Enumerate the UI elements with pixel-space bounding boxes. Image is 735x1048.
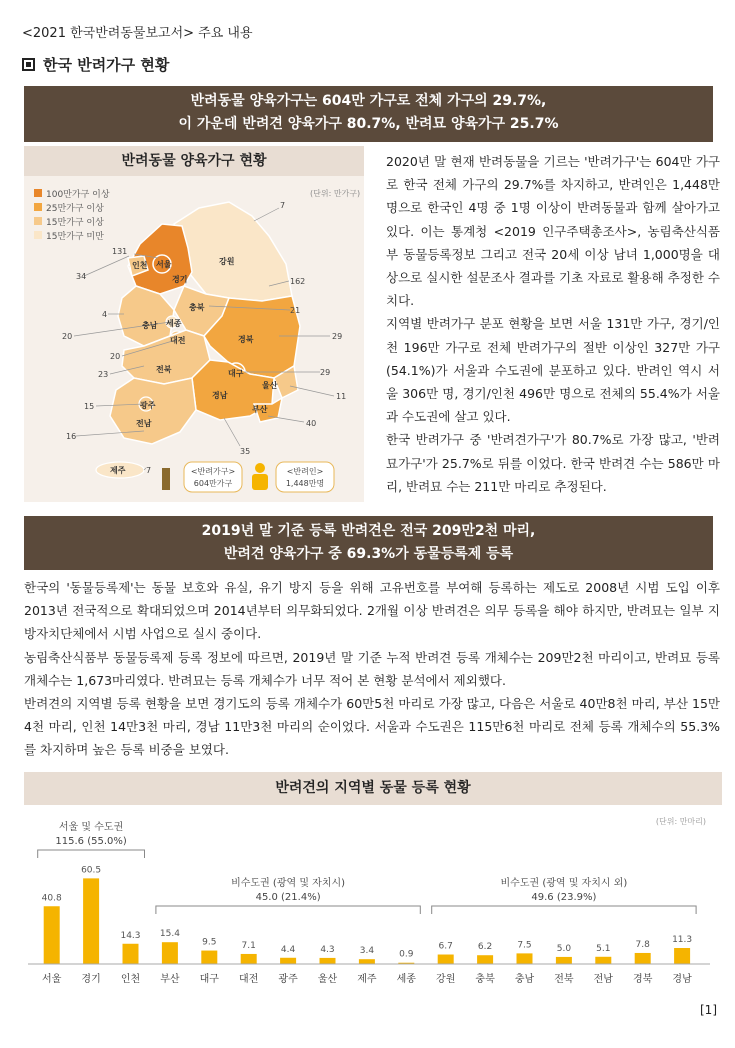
map-label-sejong: 세종 bbox=[166, 319, 182, 328]
map-label-gangwon: 강원 bbox=[219, 257, 235, 266]
legend-label: 15만가구 미만 bbox=[46, 231, 104, 242]
map-label-gwangju: 광주 bbox=[140, 401, 156, 410]
document-header: <2021 한국반려동물보고서> 주요 내용 bbox=[22, 26, 253, 41]
data-label: 4.4 bbox=[280, 944, 296, 955]
person-badge bbox=[252, 462, 334, 492]
category-label: 전북 bbox=[554, 974, 574, 985]
category-label: 경기 bbox=[81, 974, 101, 985]
banner-1-line-2: 이 가운데 반려견 양육가구 80.7%, 반려묘 양육가구 25.7% bbox=[178, 116, 559, 132]
map-label-daegu: 대구 bbox=[228, 369, 244, 378]
category-label: 제주 bbox=[357, 974, 377, 985]
data-label: 40.8 bbox=[41, 893, 62, 904]
category-label: 인천 bbox=[120, 974, 141, 985]
person-icon bbox=[255, 463, 265, 473]
map-label-jeonnam: 전남 bbox=[136, 419, 152, 428]
data-label: 4.3 bbox=[320, 944, 335, 955]
category-label: 부산 bbox=[160, 974, 180, 985]
data-label: 3.4 bbox=[359, 946, 375, 957]
category-label: 전남 bbox=[593, 974, 613, 985]
data-label: 7.8 bbox=[635, 939, 650, 950]
data-label: 5.0 bbox=[556, 943, 572, 954]
map-value-daegu: 29 bbox=[320, 368, 331, 377]
bar bbox=[320, 958, 336, 964]
map-value-gwangju: 15 bbox=[84, 402, 95, 411]
badge-2-line-1: <반려인> bbox=[286, 467, 324, 476]
map-value-jeonbuk: 23 bbox=[98, 370, 109, 379]
bar bbox=[556, 957, 572, 964]
data-label: 60.5 bbox=[81, 865, 102, 876]
bar bbox=[595, 957, 611, 964]
paragraph: 반려견의 지역별 등록 현황을 보면 경기도의 등록 개체수가 60만5천 마리로 가장 많고, 다음은 서울로 40만8천 마리, 부산 15만4천 마리, 인천 14만3천 마리, 경남 11만3천 마리의 순이었다. 서울과 수도권은 115만6천 마리로 전체 등록 개체수의 55.3%를 차지하며 높은 등록 비중을 보였다. bbox=[24, 696, 720, 758]
headline-banner-2 bbox=[24, 516, 713, 570]
data-label: 9.5 bbox=[202, 937, 217, 948]
group-total-label: 115.6 (55.0%) bbox=[55, 836, 127, 847]
group-total-label: 45.0 (21.4%) bbox=[255, 892, 321, 903]
category-label: 서울 bbox=[42, 974, 62, 985]
map-panel bbox=[24, 146, 364, 502]
map-unit-label: (단위: 만가구) bbox=[310, 189, 361, 198]
bar bbox=[280, 958, 296, 964]
paragraph: 농림축산식품부 동물등록제 등록 정보에 따르면, 2019년 말 기준 누적 반려견 등록 개체수는 209만2천 마리이고, 반려묘 등록 개체수는 1,673마리였다. 반려묘는 등록 개체수가 너무 적어 본 현황 분석에서 제외했다. bbox=[24, 649, 720, 688]
data-label: 14.3 bbox=[120, 930, 141, 941]
category-label: 충남 bbox=[514, 974, 535, 985]
category-label: 울산 bbox=[317, 974, 338, 985]
category-label: 강원 bbox=[436, 974, 456, 985]
map-label-daejeon: 대전 bbox=[170, 336, 186, 345]
bar bbox=[201, 951, 217, 964]
region-gangwon bbox=[174, 202, 292, 301]
map-label-chungbuk: 충북 bbox=[189, 303, 205, 312]
registration-bar-chart bbox=[24, 808, 714, 993]
bar bbox=[438, 955, 454, 964]
headline-banner-1 bbox=[24, 86, 713, 142]
paragraph: 2020년 말 현재 반려동물을 기르는 '반려가구'는 604만 가구로 한국 전체 가구의 29.7%를 차지하고, 반려인은 1,448만 명으로 한국인 4명 중 1명 이상이 반려동물과 함께 살아가고 있다. 이는 통계청 <2019 인구주택총조사>, 농림축산식품부 동물등록정보 그리고 전국 20세 이상 남녀 1,000명을 대상으로 실시한 설문조사 결과를 기초 자료로 활용해 추정한 수치다. bbox=[386, 154, 720, 309]
section-title bbox=[22, 54, 169, 75]
bar bbox=[162, 942, 178, 964]
map-value-chungnam: 4 bbox=[102, 310, 108, 319]
map-value-seoul: 131 bbox=[112, 247, 128, 256]
map-value-gangwon-top: 7 bbox=[280, 201, 286, 210]
map-label-gyeonggi: 경기 bbox=[172, 275, 188, 284]
badge-2-line-2: 1,448만명 bbox=[285, 479, 325, 488]
page-number: [1] bbox=[700, 1003, 717, 1017]
map-label-ulsan: 울산 bbox=[262, 381, 278, 390]
category-label: 경북 bbox=[633, 974, 653, 985]
square-bullet-icon bbox=[22, 58, 35, 71]
map-value-gangwon: 162 bbox=[290, 277, 306, 286]
chart-unit-label: (단위: 만마리) bbox=[655, 817, 706, 826]
category-label: 대전 bbox=[239, 974, 259, 985]
group-bracket bbox=[38, 850, 145, 858]
paragraph: 한국의 '동물등록제'는 동물 보호와 유실, 유기 방지 등을 위해 고유번호를 부여해 등록하는 제도로 2008년 시범 도입 이후 2013년 전국적으로 확대되었으며 2014년부터 의무화되었다. 2개월 이상 반려견은 의무 등록을 해야 하지만, 반려묘는 일부 지방자치단체에서 시범 사업으로 실시 중이다. bbox=[24, 580, 720, 642]
category-label: 충북 bbox=[475, 974, 495, 985]
bar bbox=[674, 948, 690, 964]
group-total-label: 49.6 (23.9%) bbox=[531, 892, 597, 903]
bar bbox=[477, 955, 493, 964]
bar bbox=[517, 953, 533, 964]
group-bracket bbox=[432, 906, 696, 914]
data-label: 5.1 bbox=[596, 943, 611, 954]
badge-1-line-1: <반려가구> bbox=[190, 467, 236, 476]
household-badge bbox=[162, 462, 242, 492]
map-value-incheon: 34 bbox=[76, 272, 87, 281]
map-value-sejong: 20 bbox=[62, 332, 73, 341]
legend-label: 15만가구 이상 bbox=[46, 217, 104, 228]
map-label-busan: 부산 bbox=[252, 405, 268, 414]
paragraph: 지역별 반려가구 분포 현황을 보면 서울 131만 가구, 경기/인천 196만 가구로 전체 반려가구의 절반 이상인 327만 가구(54.1%)가 서울과 수도권에 분포하고 있다. 반려인 역시 서울 306만 명, 경기/인천 496만 명으로 전체의 55.4%가 서울과 수도권에 살고 있다. bbox=[386, 316, 720, 425]
badge-1-line-2: 604만가구 bbox=[193, 479, 233, 488]
bar bbox=[123, 944, 139, 964]
korea-map bbox=[24, 146, 364, 502]
banner-1-line-1: 반려동물 양육가구는 604만 가구로 전체 가구의 29.7%, bbox=[190, 93, 547, 109]
banner-2-line-2: 반려견 양육가구 중 69.3%가 동물등록제 등록 bbox=[223, 546, 514, 562]
bar bbox=[241, 954, 257, 964]
map-label-incheon: 인천 bbox=[132, 261, 148, 270]
map-label-seoul: 서울 bbox=[156, 260, 172, 269]
map-label-gyeongnam: 경남 bbox=[212, 391, 228, 400]
data-label: 7.5 bbox=[517, 940, 532, 951]
map-value-jeonnam: 16 bbox=[66, 432, 77, 441]
map-label-gyeongbuk: 경북 bbox=[238, 335, 254, 344]
legend-label: 25만가구 이상 bbox=[46, 203, 104, 214]
data-label: 15.4 bbox=[159, 929, 180, 940]
paragraph: 한국 반려가구 중 '반려견가구'가 80.7%로 가장 많고, '반려묘가구'가 25.7%로 뒤를 이었다. 한국 반려견 수는 586만 마리, 반려묘 수는 211만 마리로 추정된다. bbox=[386, 432, 720, 494]
map-value-jeju: 7 bbox=[146, 466, 152, 475]
legend-label: 100만가구 이상 bbox=[46, 189, 110, 200]
map-panel-title: 반려동물 양육가구 현황 bbox=[24, 146, 364, 176]
map-value-ulsan: 11 bbox=[336, 392, 347, 401]
registration-description bbox=[24, 576, 720, 762]
map-value-daejeon: 20 bbox=[110, 352, 121, 361]
bar bbox=[359, 959, 375, 964]
data-label: 6.2 bbox=[477, 942, 493, 953]
map-label-jeju: 제주 bbox=[110, 466, 126, 475]
chart-title: 반려견의 지역별 동물 등록 현황 bbox=[24, 772, 722, 805]
banner-2-line-1: 2019년 말 기준 등록 반려견은 전국 209만2천 마리, bbox=[201, 523, 536, 539]
section-title-text: 한국 반려가구 현황 bbox=[43, 56, 170, 74]
map-value-chungbuk: 21 bbox=[290, 306, 301, 315]
data-label: 0.9 bbox=[399, 949, 414, 960]
map-label-jeonbuk: 전북 bbox=[156, 365, 172, 374]
group-label: 비수도권 (광역 및 자치시 외) bbox=[500, 878, 628, 889]
map-value-gyeongnam: 35 bbox=[240, 447, 251, 456]
data-label: 6.7 bbox=[438, 941, 453, 952]
map-value-busan: 40 bbox=[306, 419, 317, 428]
category-label: 경남 bbox=[672, 974, 692, 985]
category-label: 광주 bbox=[278, 974, 298, 985]
data-label: 11.3 bbox=[672, 935, 693, 946]
data-label: 7.1 bbox=[241, 940, 256, 951]
household-description bbox=[386, 150, 720, 498]
group-label: 비수도권 (광역 및 자치시) bbox=[231, 878, 346, 889]
map-value-gyeongbuk: 29 bbox=[332, 332, 343, 341]
map-label-chungnam: 충남 bbox=[142, 321, 158, 330]
category-label: 대구 bbox=[199, 974, 219, 985]
bar bbox=[635, 953, 651, 964]
bar bbox=[83, 878, 99, 964]
category-label: 세종 bbox=[396, 974, 416, 985]
group-bracket bbox=[156, 906, 420, 914]
region-jeonnam bbox=[110, 378, 196, 444]
bar bbox=[44, 906, 60, 964]
group-label: 서울 및 수도권 bbox=[58, 822, 124, 833]
building-icon bbox=[162, 468, 170, 490]
